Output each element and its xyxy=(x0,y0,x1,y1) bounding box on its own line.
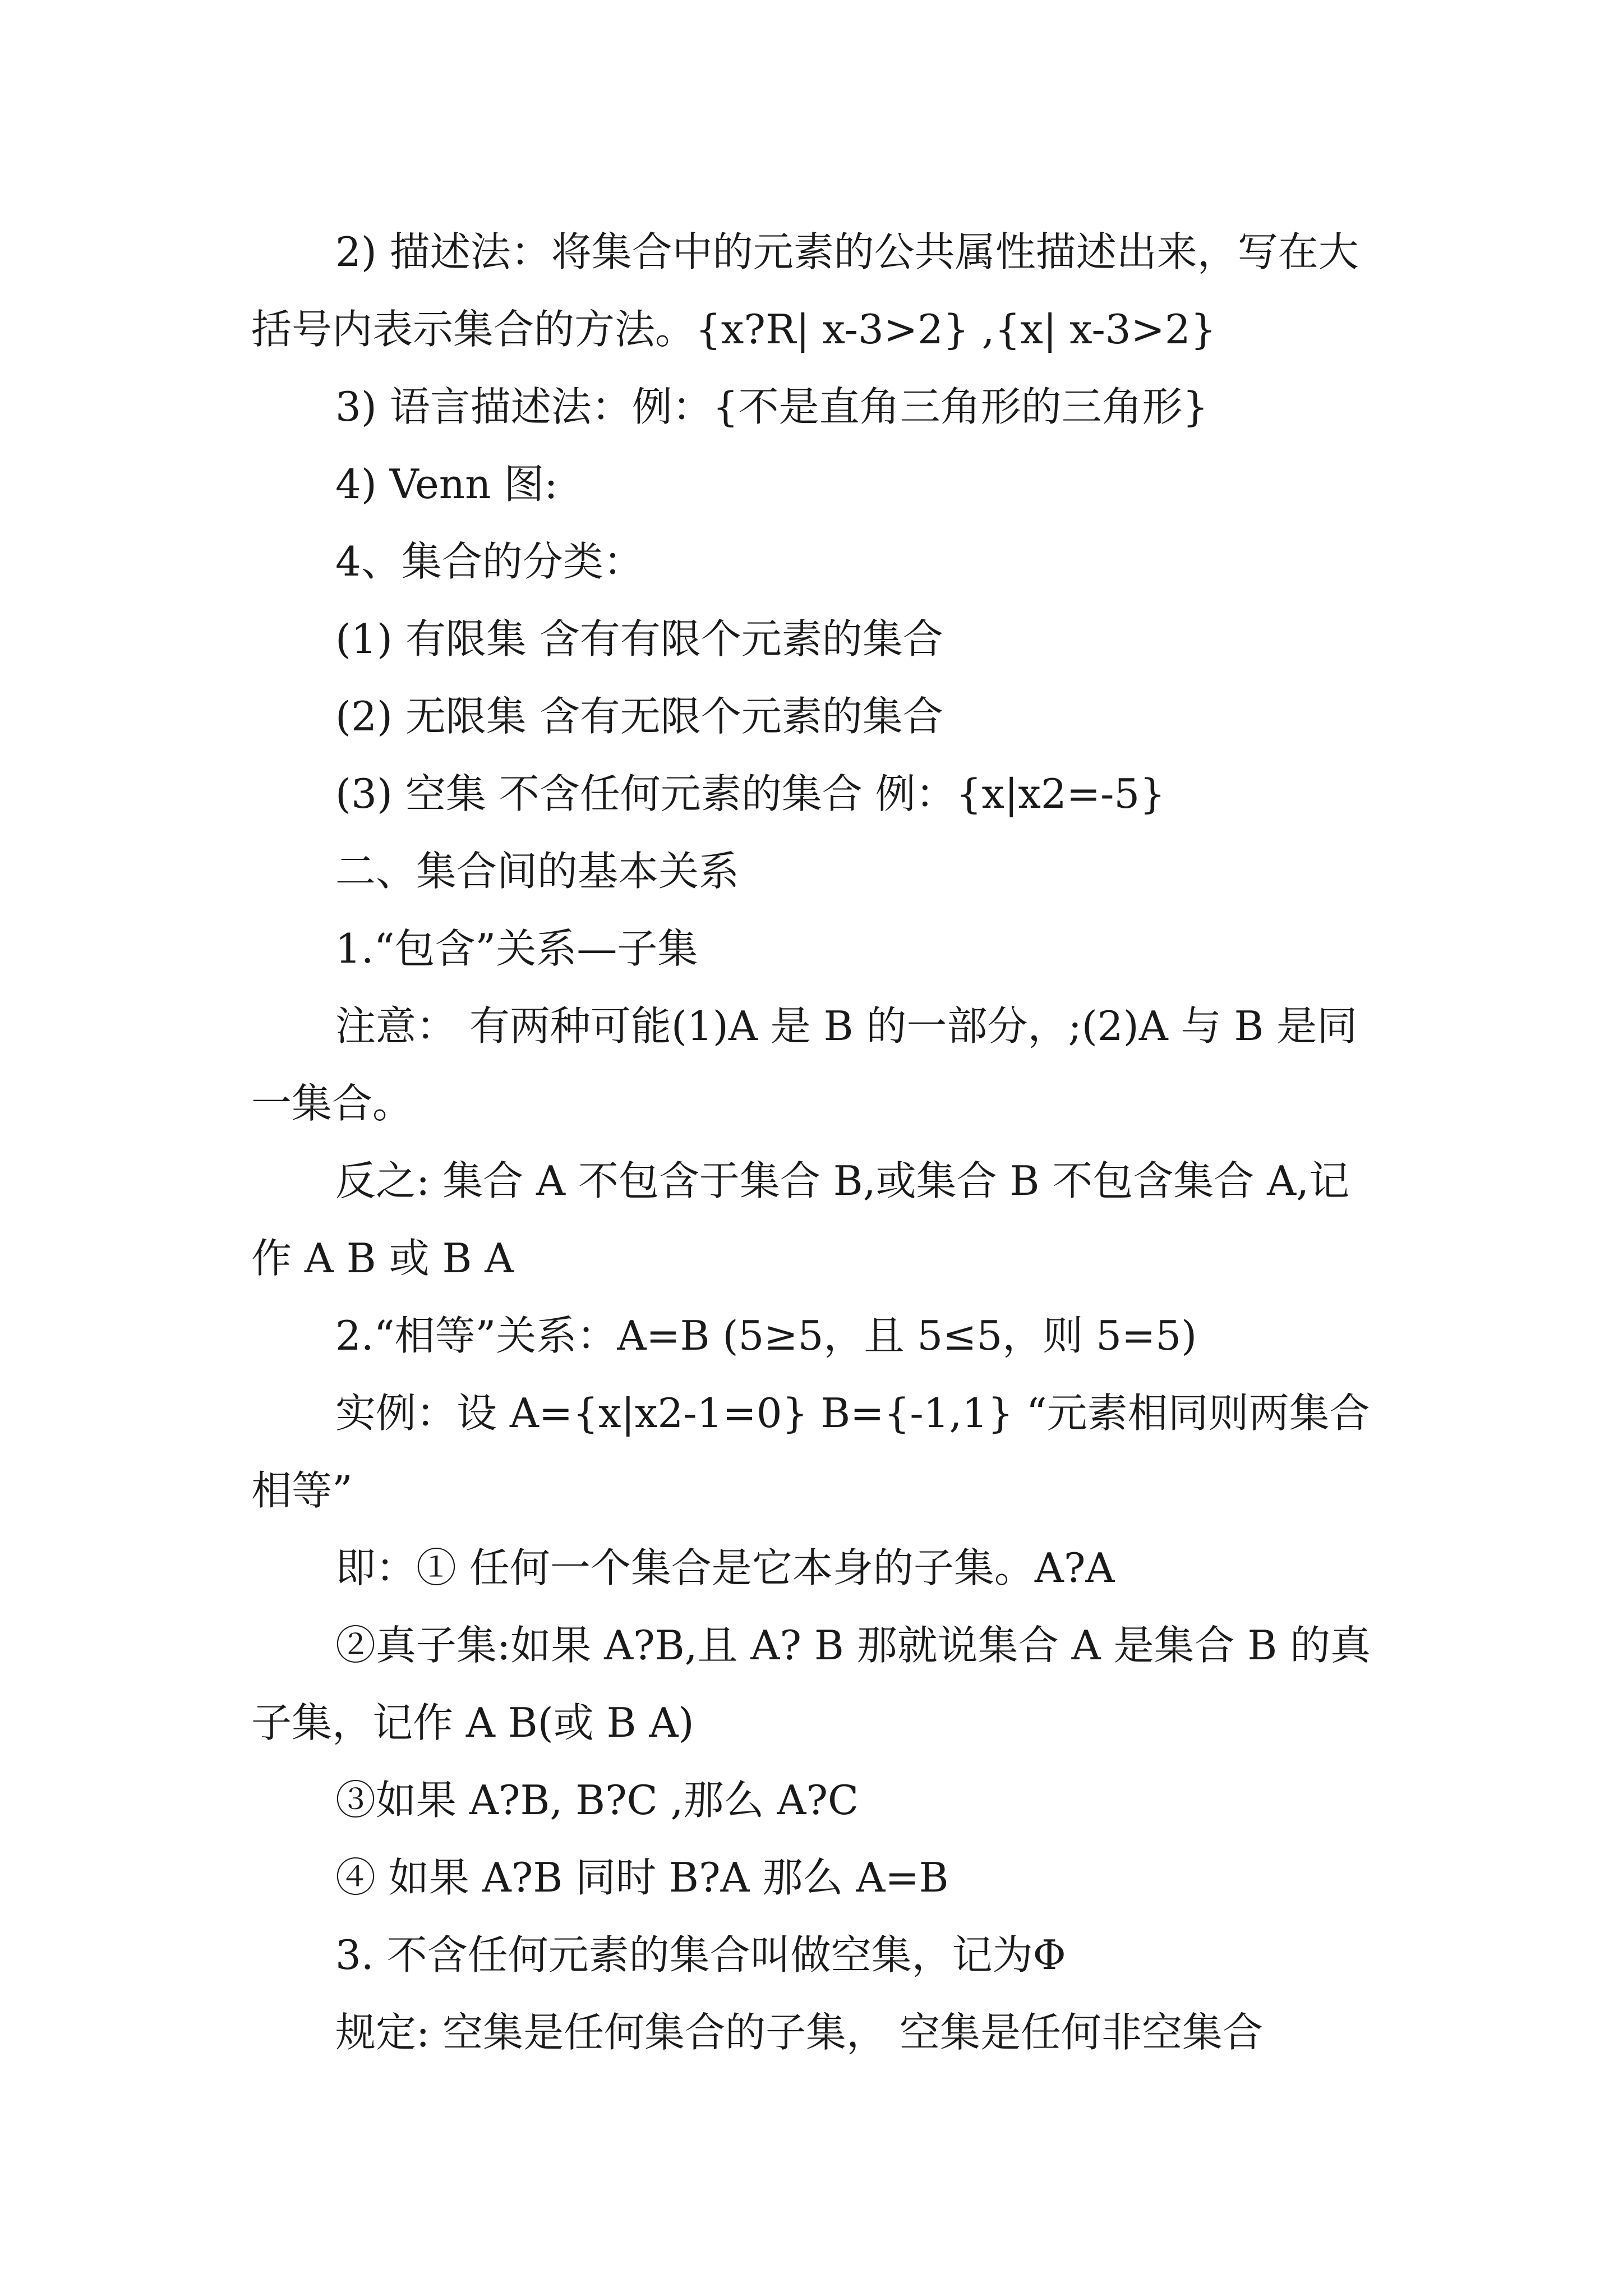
paragraph-finite-set: (1) 有限集 含有有限个元素的集合 xyxy=(335,615,943,662)
paragraph-example: 实例：设 A={x|x2-1=0} B={-1,1} “元素相同则两集合相等” xyxy=(251,1389,1370,1514)
paragraph-item-3: ③如果 A?B, B?C ,那么 A?C xyxy=(335,1777,859,1824)
paragraph-venn-diagram: 4) Venn 图: xyxy=(335,461,558,508)
paragraph-empty-set-definition: 3. 不含任何元素的集合叫做空集，记为Φ xyxy=(335,1931,1066,1978)
paragraph-infinite-set: (2) 无限集 含有无限个元素的集合 xyxy=(335,693,943,740)
paragraph-note: 注意： 有两种可能(1)A 是 B 的一部分，;(2)A 与 B 是同一集合。 xyxy=(251,1002,1358,1127)
heading-subset-relation: 1.“包含”关系—子集 xyxy=(335,925,698,972)
heading-equality-relation: 2.“相等”关系：A=B (5≥5，且 5≤5，则 5=5) xyxy=(335,1312,1197,1359)
heading-set-classification: 4、集合的分类： xyxy=(335,538,644,585)
paragraph-rule: 规定: 空集是任何集合的子集， 空集是任何非空集合 xyxy=(335,2009,1264,2056)
paragraph-item-4: ④ 如果 A?B 同时 B?A 那么 A=B xyxy=(335,1854,949,1901)
paragraph-converse: 反之: 集合 A 不包含于集合 B,或集合 B 不包含集合 A,记作 A B 或 B A xyxy=(251,1157,1350,1282)
paragraph-language-description: 3) 语言描述法：例：{不是直角三角形的三角形} xyxy=(335,383,1209,430)
paragraph-empty-set: (3) 空集 不含任何元素的集合 例：{x|x2=-5} xyxy=(335,770,1166,817)
document-body xyxy=(251,213,1373,2071)
paragraph-item-2: ②真子集:如果 A?B,且 A? B 那就说集合 A 是集合 B 的真子集，记作 A B(或 B A) xyxy=(251,1622,1371,1746)
heading-set-relations: 二、集合间的基本关系 xyxy=(335,848,740,895)
paragraph-description-method: 2) 描述法：将集合中的元素的公共属性描述出来，写在大括号内表示集合的方法。{x?R| x-3>2} ,{x| x-3>2} xyxy=(251,228,1359,353)
paragraph-item-1: 即：① 任何一个集合是它本身的子集。A?A xyxy=(335,1544,1115,1591)
